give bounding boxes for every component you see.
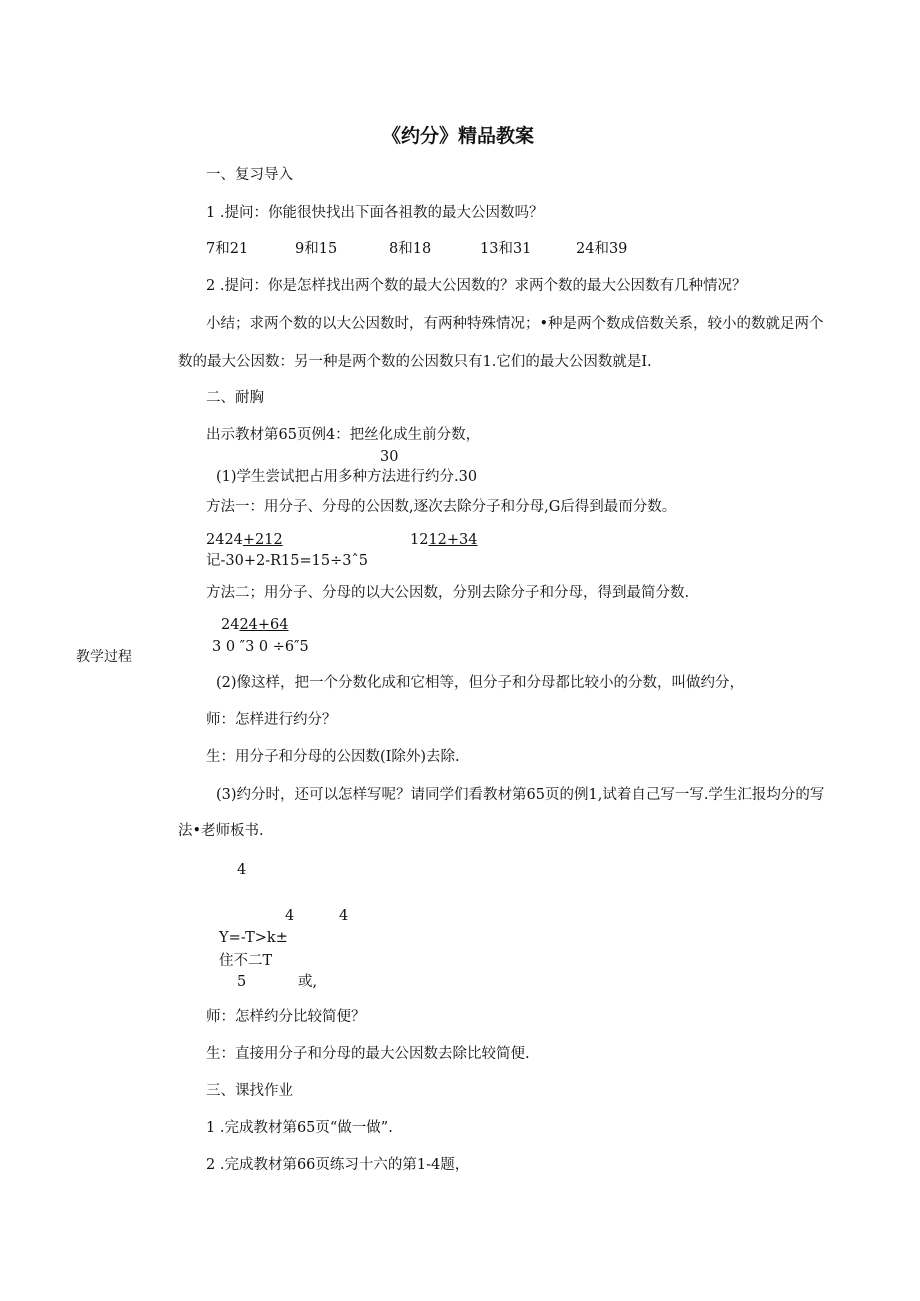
section3-heading: 三、课找作业 <box>206 1083 293 1099</box>
method2-fraction: 2424+64 <box>221 617 289 633</box>
method1-fraction-b: 1212+34 <box>410 532 478 548</box>
number-pair: 8和18 <box>389 241 432 257</box>
board-number-top: 4 <box>237 862 247 878</box>
side-label-teaching-process: 教学过程 <box>76 649 132 665</box>
number-pair: 7和21 <box>206 241 249 257</box>
method-1: 方法一：用分子、分母的公因数,逐次去除分子和分母,G后得到最而分数。 <box>206 499 677 515</box>
method-2: 方法二；用分子、分母的以大公因数，分别去除分子和分母，得到最简分数. <box>206 585 690 601</box>
question-2: 2 .提问：你是怎样找出两个数的最大公因数的？求两个数的最大公因数有几种情况？ <box>206 278 747 294</box>
number-pairs-row <box>206 240 627 258</box>
method2-line-2: 3 0 ″3 0 ÷6″5 <box>212 639 309 655</box>
teacher-question-2: 师：怎样约分比较简便？ <box>206 1009 366 1025</box>
step-2: (2)像这样，把一个分数化成和它相等，但分子和分母都比较小的分数，叫做约分， <box>216 675 745 691</box>
board-number-5: 5 <box>237 974 247 990</box>
student-answer-1: 生：用分子和分母的公因数(I除外)去除. <box>206 749 460 765</box>
number-pair: 9和15 <box>295 241 338 257</box>
fraction-denominator-30: 30 <box>380 449 399 465</box>
homework-2: 2 .完成教材第66页练习十六的第1-4题， <box>206 1157 470 1173</box>
number-pair: 24和39 <box>576 241 628 257</box>
homework-1: 1 .完成教材第65页“做一做”. <box>206 1120 393 1136</box>
question-1: 1 .提问：你能很快找出下面各祖教的最大公因数吗？ <box>206 205 544 221</box>
student-answer-2: 生：直接用分子和分母的最大公因数去除比较简便. <box>206 1046 530 1062</box>
summary-line-2: 数的最大公因数：另一种是两个数的公因数只有1.它们的最大公因数就是I. <box>178 354 652 370</box>
teacher-question-1: 师：怎样进行约分？ <box>206 712 337 728</box>
page-title: 《约分》精品教案 <box>382 125 535 147</box>
method1-fraction-a: 2424+212 <box>206 532 283 548</box>
step-1: (1)学生尝试把占用多种方法进行约分.30 <box>216 469 478 485</box>
board-number-left: 4 <box>285 908 295 924</box>
step-3-line-2: 法•老师板书. <box>178 823 264 839</box>
section1-heading: 一、复习导入 <box>206 167 293 183</box>
step-3-line-1: (3)约分时，还可以怎样写呢？请同学们看教材第65页的例1,试着自己写一写.学生汇报均分的写 <box>216 787 825 803</box>
method1-line-2: 记-30+2-R15=15÷3ˆ5 <box>206 553 368 569</box>
board-or: 或, <box>298 974 318 990</box>
number-pair: 13和31 <box>480 241 532 257</box>
board-number-right: 4 <box>339 908 349 924</box>
section2-heading: 二、耐胸 <box>206 390 264 406</box>
summary-line-1: 小结；求两个数的以大公因数时，有两种特殊情况；•种是两个数成倍数关系，较小的数就足两个 <box>206 316 824 332</box>
board-expression-2: 住不二T <box>219 953 273 969</box>
example-prompt: 出示教材第65页例4：把丝化成生前分数， <box>206 427 481 443</box>
board-expression-1: Y=-T>k± <box>219 930 288 946</box>
